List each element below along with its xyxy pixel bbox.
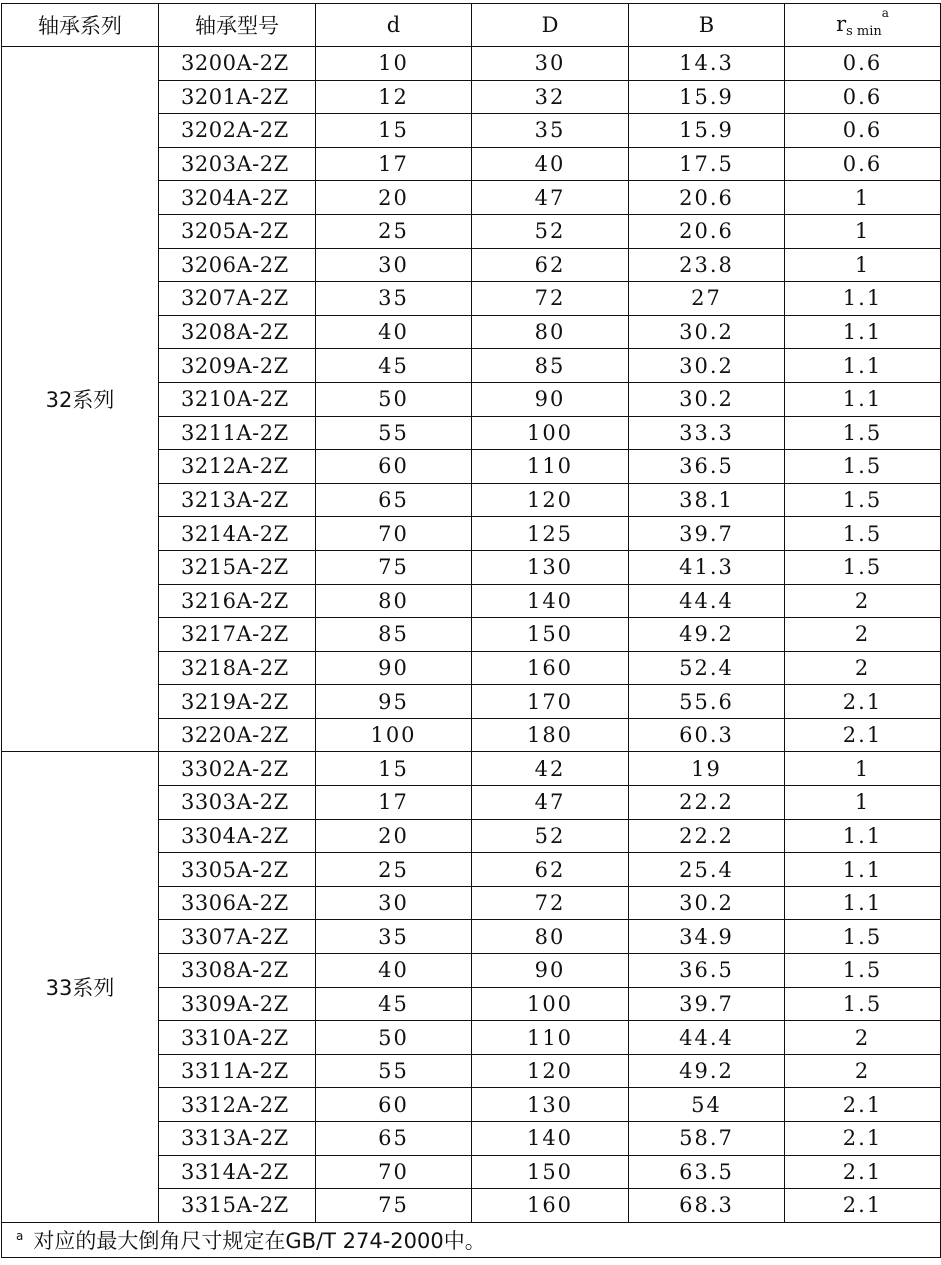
d-cell: 12 [316,80,472,114]
b-cell: 63.5 [629,1155,785,1189]
b-cell: 49.2 [629,1054,785,1088]
outer-d-cell: 125 [472,517,629,551]
rs-min-cell: 2 [785,1054,941,1088]
b-cell: 52.4 [629,651,785,685]
outer-d-cell: 72 [472,282,629,316]
rs-min-cell: 0.6 [785,147,941,181]
outer-d-cell: 130 [472,550,629,584]
b-cell: 14.3 [629,47,785,81]
rs-min-cell: 2 [785,618,941,652]
b-cell: 15.9 [629,80,785,114]
model-cell: 3215A-2Z [159,550,316,584]
rs-min-cell: 1.1 [785,315,941,349]
d-cell: 70 [316,1155,472,1189]
d-cell: 50 [316,1021,472,1055]
b-cell: 30.2 [629,315,785,349]
d-cell: 17 [316,786,472,820]
outer-d-cell: 160 [472,651,629,685]
d-cell: 45 [316,349,472,383]
b-cell: 38.1 [629,483,785,517]
rs-min-cell: 2.1 [785,685,941,719]
model-cell: 3311A-2Z [159,1054,316,1088]
header-series: 轴承系列 [2,4,159,47]
outer-d-cell: 47 [472,181,629,215]
header-D-outer: D [472,4,629,47]
outer-d-cell: 30 [472,47,629,81]
outer-d-cell: 130 [472,1088,629,1122]
model-cell: 3217A-2Z [159,618,316,652]
d-cell: 17 [316,147,472,181]
model-cell: 3219A-2Z [159,685,316,719]
b-cell: 58.7 [629,1122,785,1156]
b-cell: 23.8 [629,248,785,282]
model-cell: 3313A-2Z [159,1122,316,1156]
d-cell: 25 [316,853,472,887]
outer-d-cell: 42 [472,752,629,786]
rs-min-cell: 1 [785,214,941,248]
header-d: d [316,4,472,47]
outer-d-cell: 85 [472,349,629,383]
model-cell: 3203A-2Z [159,147,316,181]
d-cell: 85 [316,618,472,652]
rs-min-cell: 1.5 [785,450,941,484]
d-cell: 95 [316,685,472,719]
model-cell: 3309A-2Z [159,987,316,1021]
b-cell: 54 [629,1088,785,1122]
d-cell: 60 [316,450,472,484]
rs-min-cell: 1 [785,181,941,215]
rs-min-cell: 1 [785,786,941,820]
rs-min-cell: 2 [785,651,941,685]
model-cell: 3209A-2Z [159,349,316,383]
outer-d-cell: 140 [472,1122,629,1156]
model-cell: 3308A-2Z [159,954,316,988]
table-row [2,47,941,81]
outer-d-cell: 32 [472,80,629,114]
model-cell: 3204A-2Z [159,181,316,215]
outer-d-cell: 110 [472,450,629,484]
d-cell: 10 [316,47,472,81]
model-cell: 3304A-2Z [159,819,316,853]
model-cell: 3315A-2Z [159,1189,316,1223]
b-cell: 20.6 [629,214,785,248]
d-cell: 55 [316,1054,472,1088]
rs-base: r [836,11,847,36]
d-cell: 25 [316,214,472,248]
model-cell: 3207A-2Z [159,282,316,316]
outer-d-cell: 40 [472,147,629,181]
outer-d-cell: 52 [472,214,629,248]
outer-d-cell: 52 [472,819,629,853]
outer-d-cell: 80 [472,920,629,954]
header-rs-min [785,4,941,47]
d-cell: 75 [316,550,472,584]
series-cell: 32系列 [2,47,159,752]
model-cell: 3200A-2Z [159,47,316,81]
outer-d-cell: 140 [472,584,629,618]
rs-min-cell: 1.5 [785,920,941,954]
d-cell: 65 [316,1122,472,1156]
b-cell: 15.9 [629,114,785,148]
model-cell: 3310A-2Z [159,1021,316,1055]
d-cell: 65 [316,483,472,517]
d-cell: 20 [316,181,472,215]
rs-superscript: a [881,5,889,20]
model-cell: 3208A-2Z [159,315,316,349]
outer-d-cell: 80 [472,315,629,349]
d-cell: 15 [316,114,472,148]
outer-d-cell: 90 [472,954,629,988]
header-B: B [629,4,785,47]
d-cell: 90 [316,651,472,685]
model-cell: 3314A-2Z [159,1155,316,1189]
b-cell: 55.6 [629,685,785,719]
rs-min-cell: 2.1 [785,718,941,752]
b-cell: 19 [629,752,785,786]
b-cell: 44.4 [629,1021,785,1055]
outer-d-cell: 180 [472,718,629,752]
rs-min-cell: 1.1 [785,382,941,416]
rs-min-cell: 1.5 [785,483,941,517]
b-cell: 33.3 [629,416,785,450]
outer-d-cell: 150 [472,618,629,652]
b-cell: 22.2 [629,819,785,853]
b-cell: 49.2 [629,618,785,652]
rs-min-cell: 1.5 [785,987,941,1021]
footnote-marker: a [16,1228,24,1243]
model-cell: 3202A-2Z [159,114,316,148]
model-cell: 3212A-2Z [159,450,316,484]
d-cell: 60 [316,1088,472,1122]
outer-d-cell: 100 [472,987,629,1021]
bearing-dimensions-table [1,3,941,1258]
model-cell: 3305A-2Z [159,853,316,887]
b-cell: 60.3 [629,718,785,752]
d-cell: 45 [316,987,472,1021]
model-cell: 3206A-2Z [159,248,316,282]
model-cell: 3312A-2Z [159,1088,316,1122]
b-cell: 36.5 [629,954,785,988]
outer-d-cell: 170 [472,685,629,719]
d-cell: 40 [316,954,472,988]
model-cell: 3214A-2Z [159,517,316,551]
outer-d-cell: 35 [472,114,629,148]
d-cell: 50 [316,382,472,416]
rs-min-cell: 2 [785,1021,941,1055]
rs-min-cell: 2.1 [785,1155,941,1189]
model-cell: 3220A-2Z [159,718,316,752]
b-cell: 30.2 [629,382,785,416]
outer-d-cell: 120 [472,1054,629,1088]
d-cell: 55 [316,416,472,450]
rs-min-cell: 2.1 [785,1189,941,1223]
b-cell: 25.4 [629,853,785,887]
d-cell: 35 [316,282,472,316]
model-cell: 3211A-2Z [159,416,316,450]
model-cell: 3210A-2Z [159,382,316,416]
outer-d-cell: 47 [472,786,629,820]
model-cell: 3205A-2Z [159,214,316,248]
header-model: 轴承型号 [159,4,316,47]
rs-min-cell: 0.6 [785,47,941,81]
outer-d-cell: 100 [472,416,629,450]
d-cell: 30 [316,886,472,920]
model-cell: 3307A-2Z [159,920,316,954]
d-cell: 30 [316,248,472,282]
rs-min-cell: 1.5 [785,416,941,450]
rs-min-cell: 0.6 [785,80,941,114]
rs-min-cell: 1.1 [785,819,941,853]
b-cell: 41.3 [629,550,785,584]
table-body [2,47,941,1223]
footnote-row [2,1222,941,1257]
outer-d-cell: 62 [472,248,629,282]
d-cell: 40 [316,315,472,349]
outer-d-cell: 62 [472,853,629,887]
rs-min-cell: 0.6 [785,114,941,148]
b-cell: 68.3 [629,1189,785,1223]
d-cell: 70 [316,517,472,551]
model-cell: 3302A-2Z [159,752,316,786]
footnote-text: 对应的最大倒角尺寸规定在GB/T 274-2000中。 [33,1228,486,1253]
outer-d-cell: 120 [472,483,629,517]
model-cell: 3213A-2Z [159,483,316,517]
footnote [2,1222,941,1257]
rs-min-cell: 1.1 [785,349,941,383]
d-cell: 80 [316,584,472,618]
rs-min-cell: 1.5 [785,954,941,988]
outer-d-cell: 90 [472,382,629,416]
b-cell: 22.2 [629,786,785,820]
b-cell: 39.7 [629,517,785,551]
header-row [2,4,941,47]
model-cell: 3303A-2Z [159,786,316,820]
b-cell: 20.6 [629,181,785,215]
b-cell: 30.2 [629,886,785,920]
rs-min-cell: 1.1 [785,886,941,920]
rs-min-cell: 2.1 [785,1088,941,1122]
outer-d-cell: 150 [472,1155,629,1189]
table-row [2,752,941,786]
rs-min-cell: 1 [785,752,941,786]
b-cell: 44.4 [629,584,785,618]
d-cell: 35 [316,920,472,954]
rs-min-cell: 1.1 [785,282,941,316]
d-cell: 75 [316,1189,472,1223]
outer-d-cell: 110 [472,1021,629,1055]
outer-d-cell: 72 [472,886,629,920]
model-cell: 3216A-2Z [159,584,316,618]
model-cell: 3201A-2Z [159,80,316,114]
b-cell: 17.5 [629,147,785,181]
b-cell: 30.2 [629,349,785,383]
b-cell: 36.5 [629,450,785,484]
outer-d-cell: 160 [472,1189,629,1223]
d-cell: 20 [316,819,472,853]
rs-subscript: s min [846,23,882,39]
d-cell: 15 [316,752,472,786]
rs-min-cell: 1.5 [785,550,941,584]
series-cell: 33系列 [2,752,159,1222]
rs-min-cell: 2 [785,584,941,618]
model-cell: 3218A-2Z [159,651,316,685]
rs-min-cell: 1 [785,248,941,282]
d-cell: 100 [316,718,472,752]
b-cell: 27 [629,282,785,316]
b-cell: 34.9 [629,920,785,954]
b-cell: 39.7 [629,987,785,1021]
rs-min-cell: 1.5 [785,517,941,551]
rs-min-cell: 2.1 [785,1122,941,1156]
model-cell: 3306A-2Z [159,886,316,920]
rs-min-cell: 1.1 [785,853,941,887]
